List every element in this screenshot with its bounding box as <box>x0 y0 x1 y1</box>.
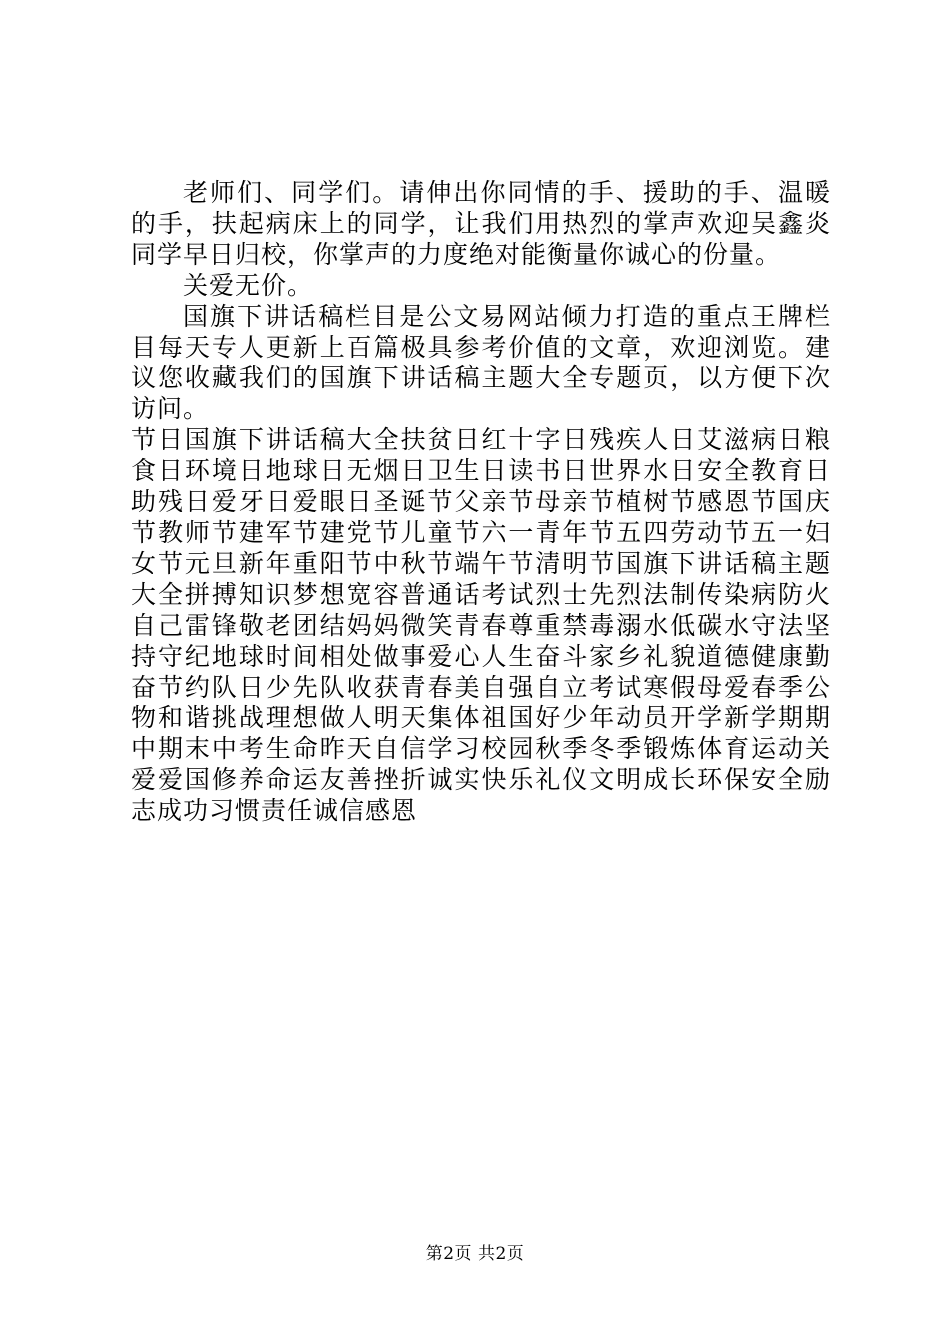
paragraph-appeal: 老师们、同学们。请伸出你同情的手、援助的手、温暖的手，扶起病床上的同学，让我们用热烈的掌声欢迎吴鑫炎同学早日归校，你掌声的力度绝对能衡量你诚心的份量。 <box>131 178 831 269</box>
page-footer: 第2页 共2页 <box>425 1244 525 1264</box>
document-body <box>131 178 831 827</box>
paragraph-site-note: 国旗下讲话稿栏目是公文易网站倾力打造的重点王牌栏目每天专人更新上百篇极具参考价值的文章，欢迎浏览。建议您收藏我们的国旗下讲话稿主题大全专题页，以方便下次访问。 <box>131 301 831 424</box>
paragraph-topic-list: 节日国旗下讲话稿大全扶贫日红十字日残疾人日艾滋病日粮食日环境日地球日无烟日卫生日读书日世界水日安全教育日助残日爱牙日爱眼日圣诞节父亲节母亲节植树节感恩节国庆节教师节建军节建党节儿童节六一青年节五四劳动节五一妇女节元旦新年重阳节中秋节端午节清明节国旗下讲话稿主题大全拼搏知识梦想宽容普通话考试烈士先烈法制传染病防火自己雷锋敬老团结妈妈微笑青春尊重禁毒溺水低碳水守法坚持守纪地球时间相处做事爱心人生奋斗家乡礼貌道德健康勤奋节约队日少先队收获青春美自强自立考试寒假母爱春季公物和谐挑战理想做人明天集体祖国好少年动员开学新学期期中期末中考生命昨天自信学习校园秋季冬季锻炼体育运动关爱爱国修养命运友善挫折诚实快乐礼仪文明成长环保安全励志成功习惯责任诚信感恩 <box>131 425 831 826</box>
paragraph-closing: 关爱无价。 <box>183 270 314 300</box>
